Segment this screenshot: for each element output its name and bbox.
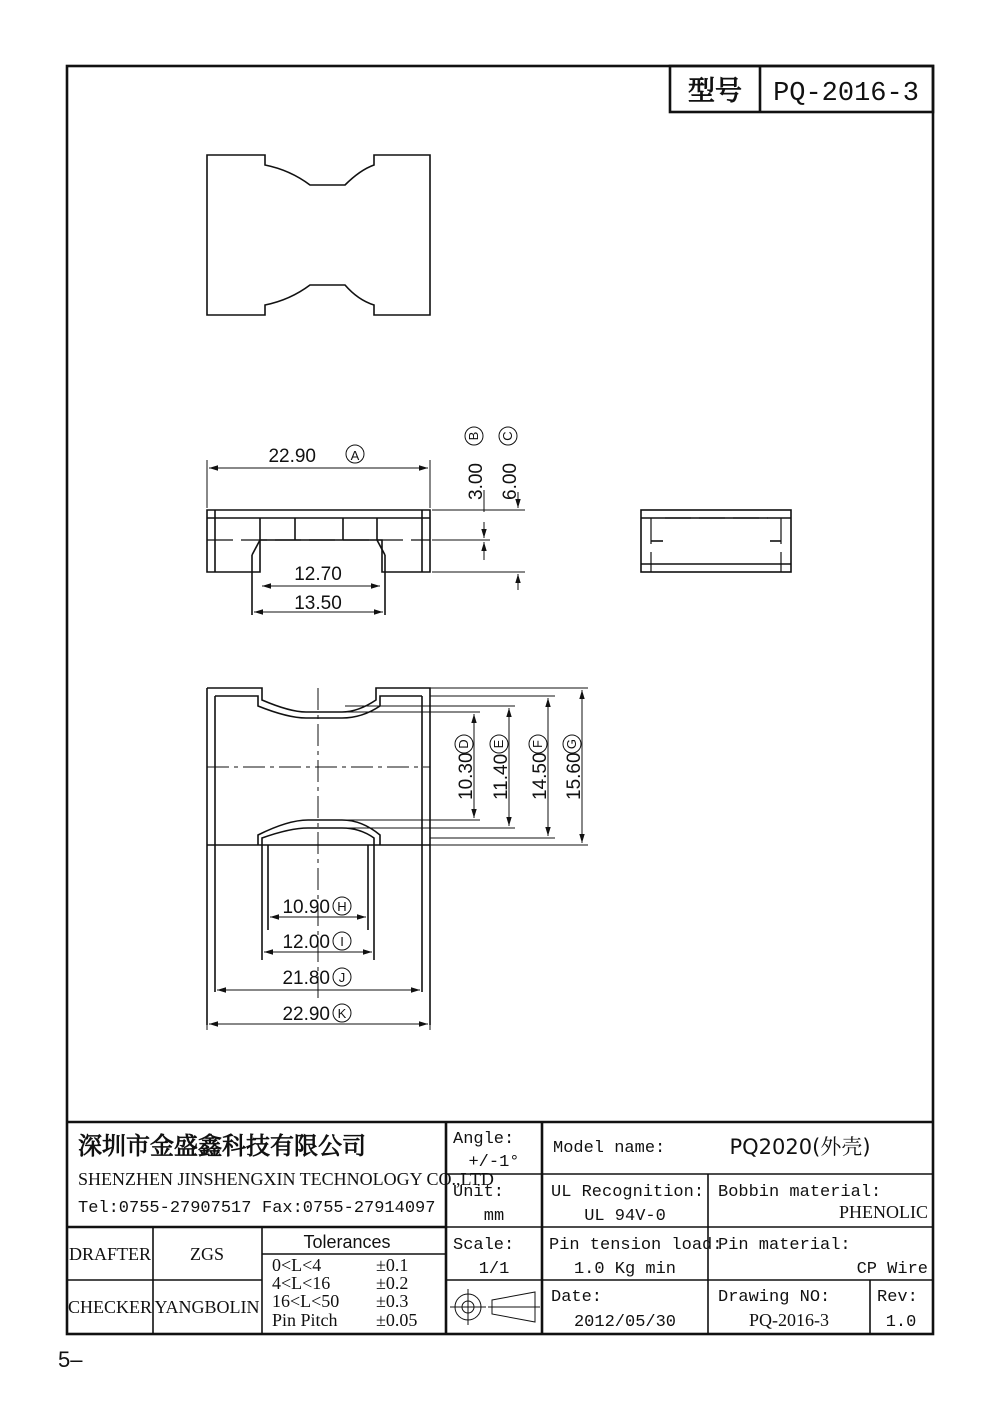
side-view xyxy=(641,510,791,572)
dim-B-value: 3.00 xyxy=(466,463,487,500)
checker-value: YANGBOLIN xyxy=(154,1297,260,1317)
dim-B-tag: B xyxy=(466,431,481,441)
page-number: 5– xyxy=(58,1347,83,1372)
dim-D-tag: D xyxy=(456,739,471,749)
top-view xyxy=(207,155,430,315)
dim-C-value: 6.00 xyxy=(500,463,521,500)
angle-label: Angle: xyxy=(453,1130,515,1149)
rev-value: 1.0 xyxy=(885,1313,917,1332)
dim-D-value: 10.30 xyxy=(456,752,477,800)
unit-value: mm xyxy=(483,1207,505,1226)
scale-label: Scale: xyxy=(453,1236,515,1255)
model-name-label: Model name: xyxy=(553,1139,666,1158)
drafter-label: DRAFTER xyxy=(68,1244,152,1264)
bobbin-label: Bobbin material: xyxy=(718,1183,882,1202)
dim-H-value: 10.90 xyxy=(282,897,330,918)
type-label: 型号 xyxy=(688,76,742,107)
dim-K-value: 22.90 xyxy=(282,1004,330,1025)
tol-range-0: 0<L<4 xyxy=(272,1255,322,1275)
company-tel: Tel:0755-27907517 xyxy=(78,1199,252,1218)
tol-value-0: ±0.1 xyxy=(376,1255,409,1275)
dim-inner1-value: 12.70 xyxy=(294,564,342,585)
tol-value-3: ±0.05 xyxy=(376,1310,418,1330)
model-code-box xyxy=(670,66,933,112)
company-name-cn: 深圳市金盛鑫科技有限公司 xyxy=(78,1132,366,1160)
bottom-view xyxy=(207,688,588,1030)
tol-range-2: 16<L<50 xyxy=(272,1291,340,1311)
date-label: Date: xyxy=(551,1288,603,1307)
front-view xyxy=(207,427,525,615)
tol-range-3: Pin Pitch xyxy=(272,1310,338,1330)
scale-value: 1/1 xyxy=(478,1260,510,1279)
checker-label: CHECKER xyxy=(67,1297,153,1317)
ul-value: UL 94V-0 xyxy=(584,1207,666,1226)
ul-label: UL Recognition: xyxy=(551,1183,705,1202)
dim-inner2-value: 13.50 xyxy=(294,593,342,614)
dim-C-tag: C xyxy=(500,431,515,441)
bobbin-value: PHENOLIC xyxy=(839,1202,928,1222)
pin-tension-label: Pin tension load: xyxy=(549,1236,723,1255)
dim-J-tag: J xyxy=(338,970,346,985)
angle-value: +/-1° xyxy=(468,1153,520,1172)
dim-I-tag: I xyxy=(340,934,344,949)
dim-F-value: 14.50 xyxy=(530,752,551,800)
model-name-value: PQ2020(外壳) xyxy=(729,1135,871,1159)
tol-range-1: 4<L<16 xyxy=(272,1273,331,1293)
projection-symbol-icon xyxy=(450,1289,540,1325)
dim-A-value: 22.90 xyxy=(268,446,316,467)
drawing-no-value: PQ-2016-3 xyxy=(749,1310,829,1330)
tol-value-2: ±0.3 xyxy=(376,1291,409,1311)
dim-E-tag: E xyxy=(491,739,506,749)
title-block xyxy=(67,1122,933,1334)
tolerances-label: Tolerances xyxy=(303,1232,391,1252)
tol-value-1: ±0.2 xyxy=(376,1273,409,1293)
pin-material-value: CP Wire xyxy=(856,1260,928,1279)
dim-H-tag: H xyxy=(337,899,347,914)
pin-tension-value: 1.0 Kg min xyxy=(573,1260,677,1279)
pin-material-label: Pin material: xyxy=(718,1236,851,1255)
model-code: PQ-2016-3 xyxy=(773,79,919,109)
dim-G-value: 15.60 xyxy=(564,752,585,800)
dim-A-tag: A xyxy=(350,448,360,463)
unit-label: Unit: xyxy=(453,1183,505,1202)
drawing-no-label: Drawing NO: xyxy=(718,1288,831,1307)
company-name-en: SHENZHEN JINSHENGXIN TECHNOLOGY CO.,LTD xyxy=(78,1169,494,1189)
dim-F-tag: F xyxy=(530,740,545,748)
company-fax: Fax:0755-27914097 xyxy=(262,1199,436,1218)
dim-K-tag: K xyxy=(337,1006,347,1021)
dim-J-value: 21.80 xyxy=(282,968,330,989)
dim-E-value: 11.40 xyxy=(491,753,512,800)
date-value: 2012/05/30 xyxy=(573,1313,677,1332)
drafter-value: ZGS xyxy=(189,1244,225,1264)
dim-G-tag: G xyxy=(564,738,579,750)
dim-I-value: 12.00 xyxy=(282,932,330,953)
rev-label: Rev: xyxy=(877,1288,918,1307)
